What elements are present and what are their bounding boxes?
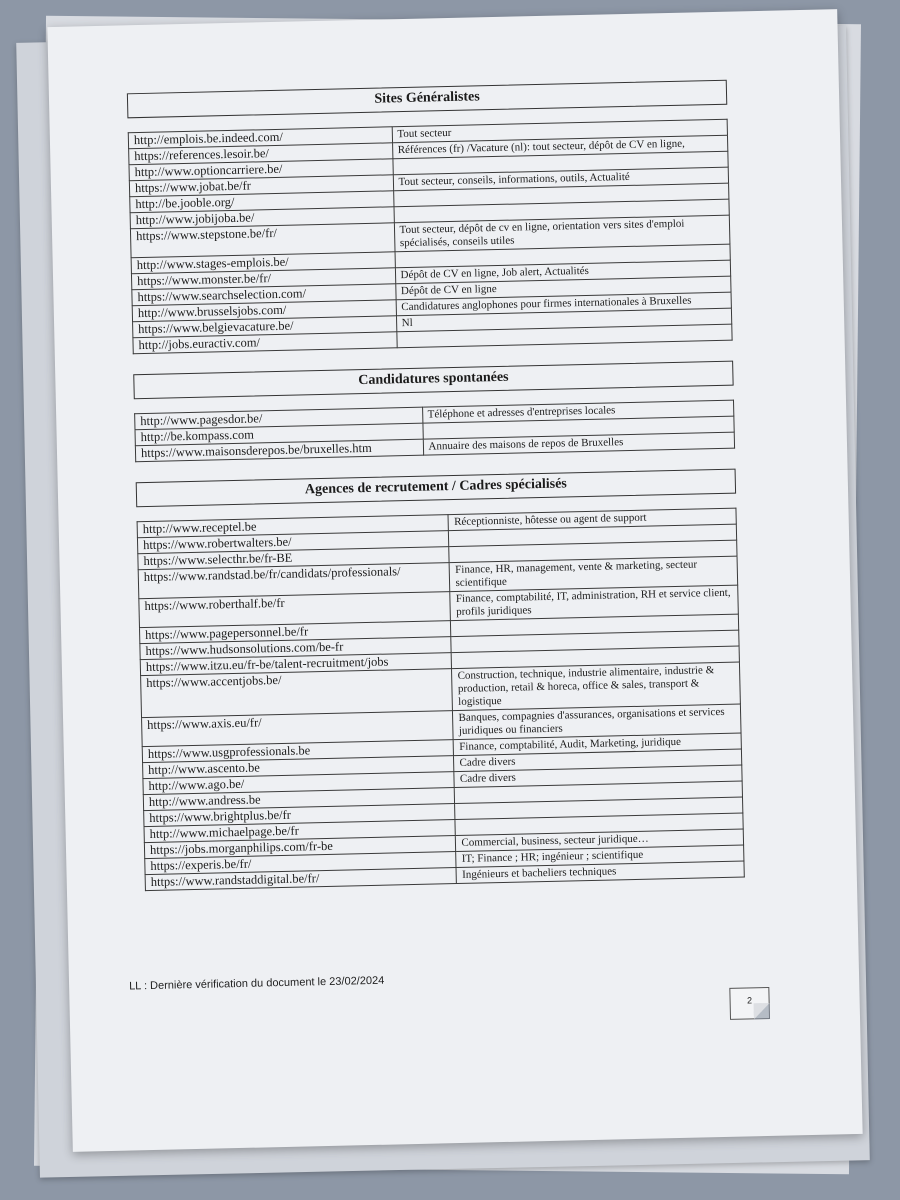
site-url-link[interactable]: http://www.brusselsjobs.com/ (132, 300, 396, 322)
site-url-link[interactable]: https://www.maisonsderepos.be/bruxelles.htm (135, 439, 423, 462)
site-url-link[interactable]: http://www.stages-emplois.be/ (131, 252, 395, 274)
site-url-link[interactable]: http://www.ago.be/ (143, 772, 455, 795)
section-title: Agences de recrutement / Cadres spécialisés (136, 469, 736, 508)
site-url-link[interactable]: https://www.roberthalf.be/fr (139, 592, 451, 628)
site-description: IT; Finance ; HR; ingénieur ; scientifique (456, 845, 744, 868)
site-description: Finance, comptabilité, IT, administration, RH et service client, profils juridiques (450, 585, 738, 621)
site-description: Ingénieurs et bacheliers techniques (456, 861, 744, 884)
site-url-link[interactable]: http://www.optioncarriere.be/ (129, 159, 393, 181)
site-url-link[interactable]: https://www.pagepersonnel.be/fr (139, 621, 451, 644)
section-title: Candidatures spontanées (133, 361, 733, 400)
site-description: Cadre divers (454, 749, 742, 772)
site-description: Finance, HR, management, vente & marketing, secteur scientifique (450, 556, 738, 592)
recruitment-agencies-table (137, 508, 745, 892)
site-description: Tout secteur, dépôt de cv en ligne, orientation vers sites d'emploi spécialisés, conseils utiles (394, 215, 730, 252)
site-url-link[interactable]: https://www.accentjobs.be/ (141, 669, 453, 718)
site-url-link[interactable]: http://www.pagesdor.be/ (135, 407, 423, 430)
section-recruitment-agencies (136, 469, 745, 892)
page-number: 2 (729, 987, 770, 1020)
section-spontaneous-applications (133, 361, 735, 463)
document-footer: LL : Dernière vérification du document le 23/02/2024 (128, 974, 385, 993)
site-description: Cadre divers (454, 765, 742, 788)
site-description: Candidatures anglophones pour firmes internationales à Bruxelles (396, 292, 732, 316)
site-description: Banques, compagnies d'assurances, organisations et services juridiques ou financiers (453, 704, 741, 740)
site-url-link[interactable]: https://www.jobat.be/fr (129, 175, 393, 197)
site-url-link[interactable]: https://www.randstaddigital.be/fr/ (145, 868, 457, 891)
site-url-link[interactable]: https://www.monster.be/fr/ (131, 268, 395, 290)
site-description: Tout secteur, conseils, informations, outils, Actualité (393, 167, 729, 191)
site-description: Tout secteur (392, 119, 728, 143)
site-url-link[interactable]: http://www.ascento.be (143, 756, 455, 779)
site-url-link[interactable]: https://experis.be/fr/ (145, 852, 457, 875)
site-url-link[interactable]: http://www.receptel.be (137, 515, 449, 538)
site-url-link[interactable]: http://be.kompass.com (135, 423, 423, 446)
table-body (137, 508, 744, 890)
site-url-link[interactable]: http://be.jooble.org/ (130, 191, 394, 213)
site-url-link[interactable]: http://www.michaelpage.be/fr (144, 820, 456, 843)
site-description: Références (fr) /Vacature (nl): tout secteur, dépôt de CV en ligne, (392, 135, 728, 159)
site-url-link[interactable]: http://jobs.euractiv.com/ (133, 332, 397, 354)
site-description: Annuaire des maisons de repos de Bruxelles (423, 432, 735, 455)
site-description: Téléphone et adresses d'entreprises locales (422, 400, 734, 423)
site-description: Dépôt de CV en ligne (395, 276, 731, 300)
document-page (47, 9, 862, 1152)
site-url-link[interactable]: https://www.usgprofessionals.be (142, 740, 454, 763)
site-url-link[interactable]: https://www.randstad.be/fr/candidats/professionals/ (138, 563, 450, 599)
site-url-link[interactable]: https://www.stepstone.be/fr/ (130, 223, 394, 258)
table-body (128, 119, 732, 354)
site-url-link[interactable]: https://www.brightplus.be/fr (144, 804, 456, 827)
site-url-link[interactable]: https://references.lesoir.be/ (129, 143, 393, 165)
generalist-sites-table (128, 119, 733, 355)
section-title: Sites Généralistes (127, 80, 727, 119)
site-url-link[interactable]: https://www.axis.eu/fr/ (142, 711, 454, 747)
section-generalist-sites (127, 80, 733, 355)
site-url-link[interactable]: https://www.belgievacature.be/ (133, 316, 397, 338)
site-url-link[interactable]: http://www.andress.be (143, 788, 455, 811)
site-description: Commercial, business, secteur juridique… (456, 829, 744, 852)
spontaneous-applications-table (134, 400, 735, 463)
site-url-link[interactable]: https://jobs.morganphilips.com/fr-be (144, 836, 456, 859)
site-url-link[interactable]: https://www.itzu.eu/fr-be/talent-recruitment/jobs (140, 653, 452, 676)
site-description: Réceptionniste, hôtesse ou agent de support (448, 508, 736, 531)
site-url-link[interactable]: https://www.selecthr.be/fr-BE (138, 547, 450, 570)
site-description: Nl (396, 308, 732, 332)
site-description: Construction, technique, industrie alimentaire, industrie & production, retail & horeca, office & sales, transport & logistique (452, 662, 740, 711)
site-url-link[interactable]: http://emplois.be.indeed.com/ (128, 127, 392, 149)
site-description: Finance, comptabilité, Audit, Marketing, juridique (454, 733, 742, 756)
site-url-link[interactable]: http://www.jobijoba.be/ (130, 207, 394, 229)
site-url-link[interactable]: https://www.searchselection.com/ (132, 284, 396, 306)
document-content (127, 80, 745, 911)
table-body (135, 400, 735, 462)
site-url-link[interactable]: https://www.robertwalters.be/ (137, 531, 449, 554)
site-description: Dépôt de CV en ligne, Job alert, Actualités (395, 260, 731, 284)
site-url-link[interactable]: https://www.hudsonsolutions.com/be-fr (140, 637, 452, 660)
